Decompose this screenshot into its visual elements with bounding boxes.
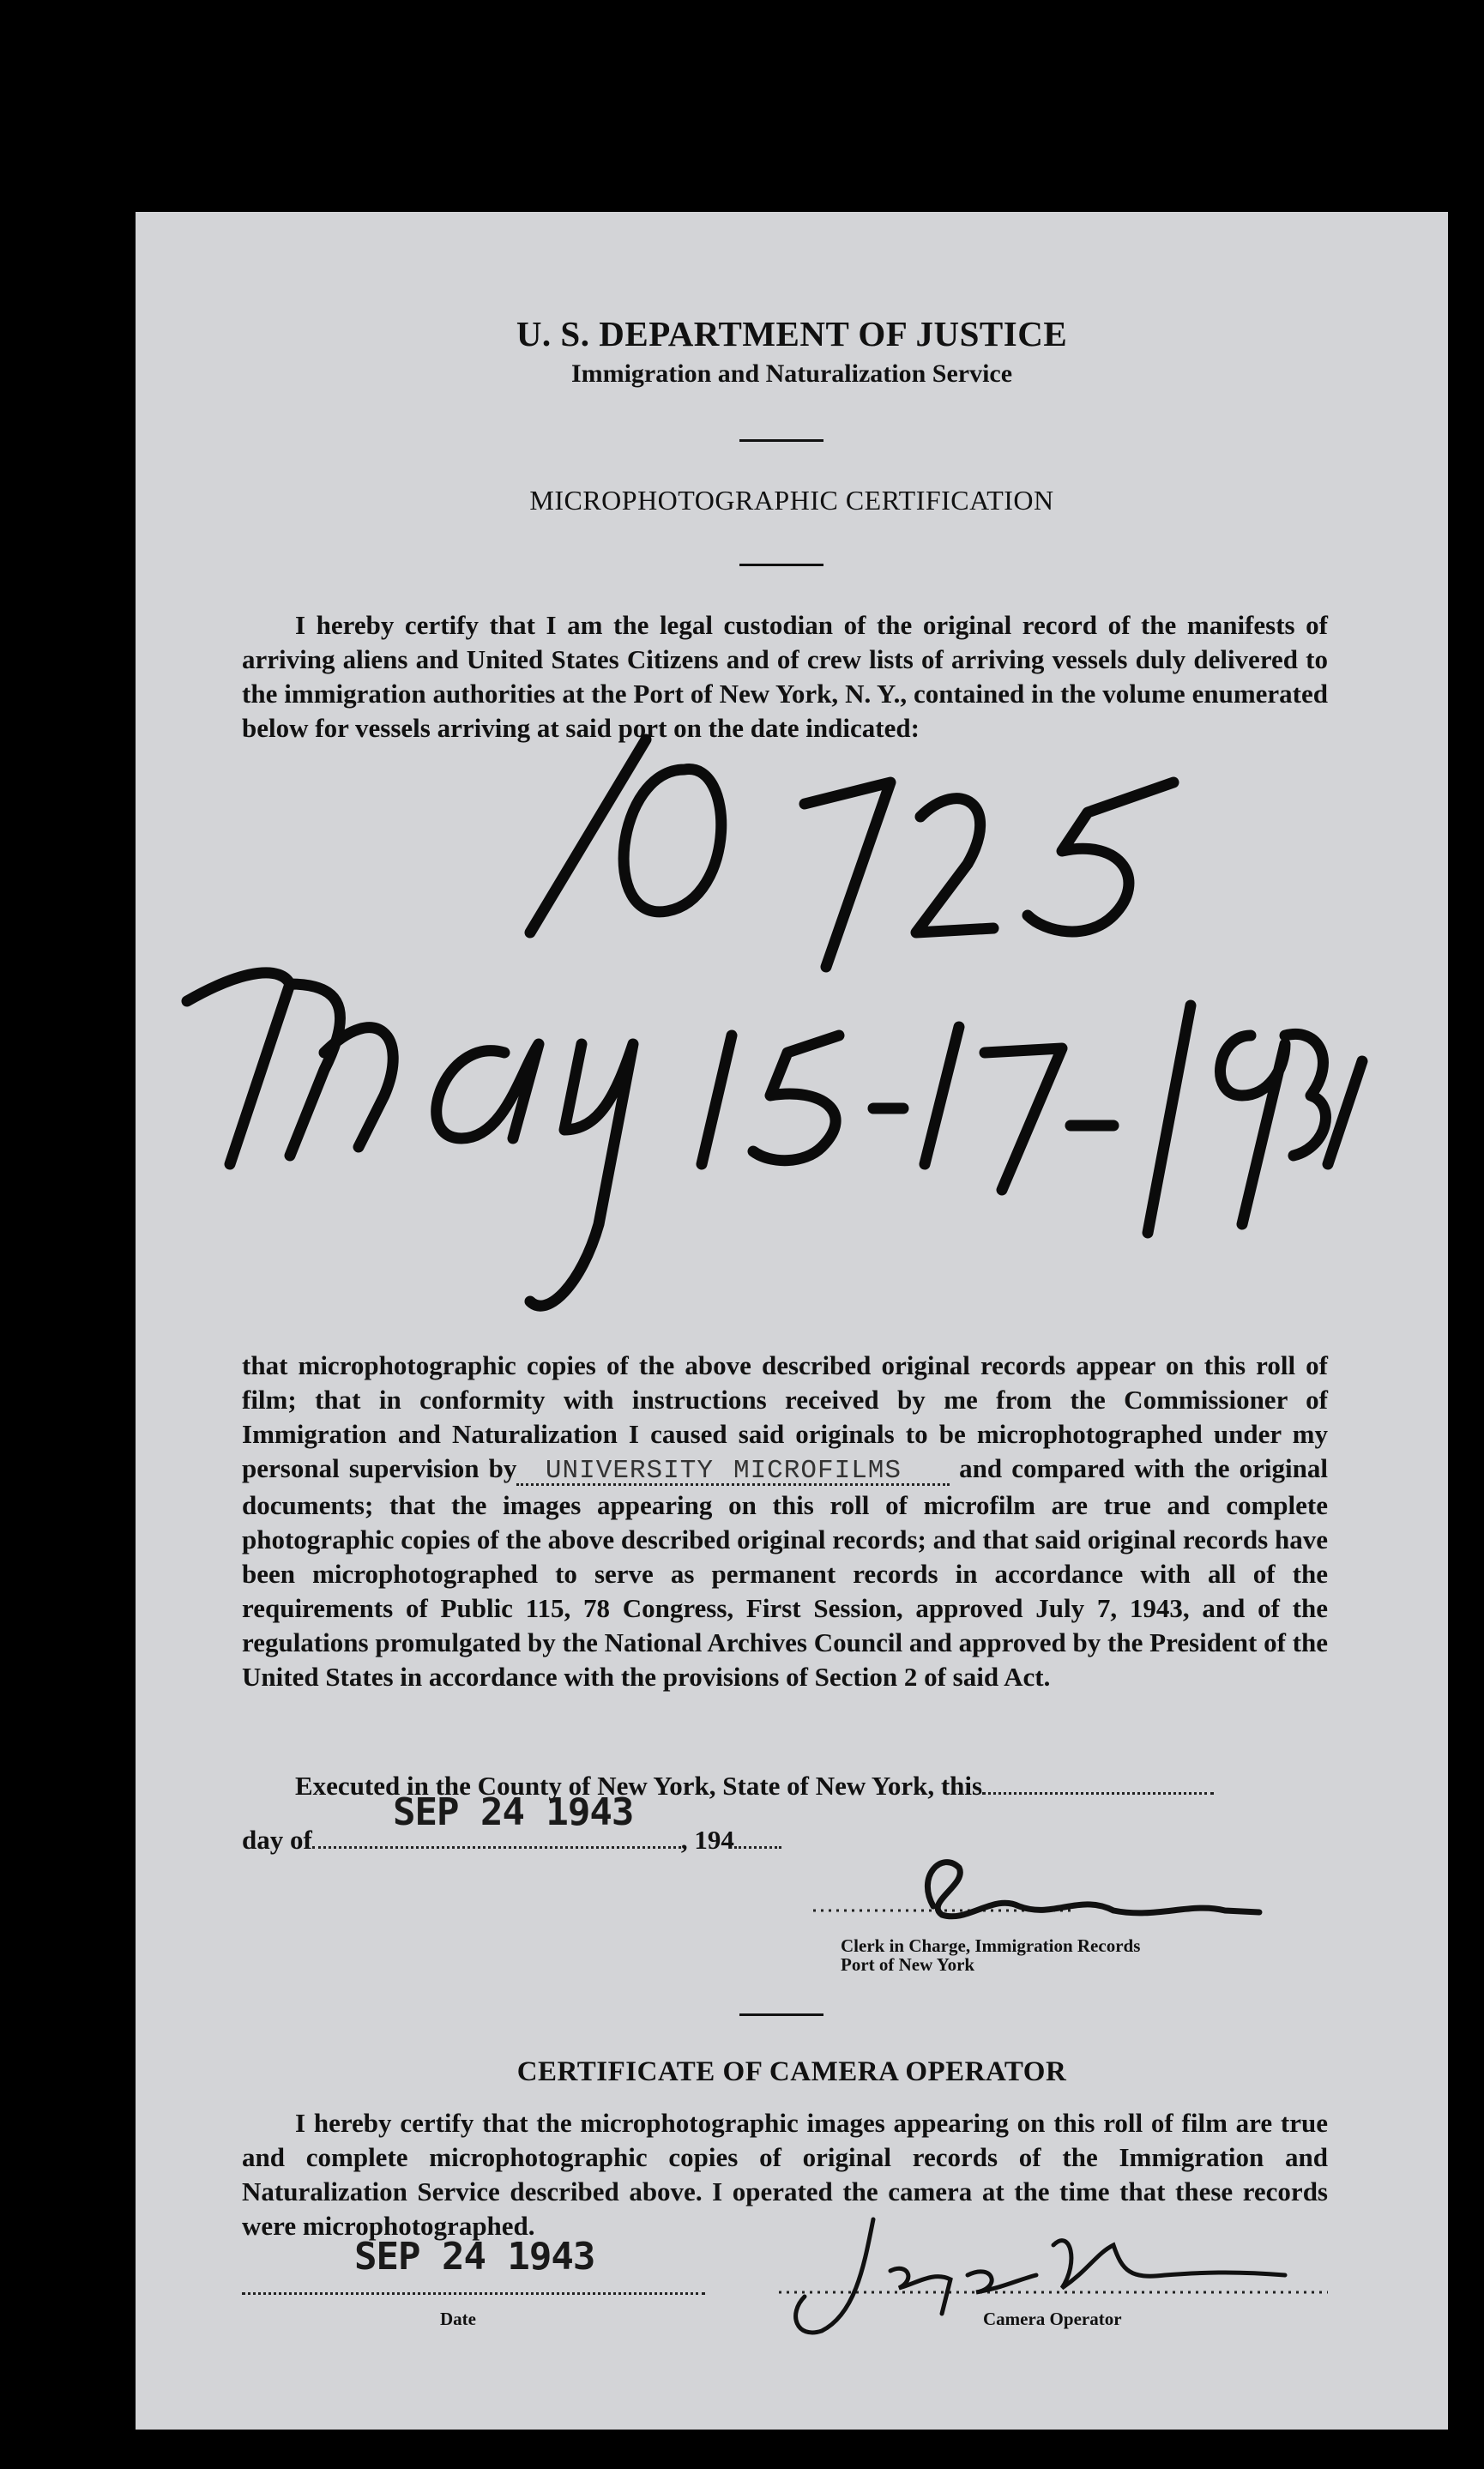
handwritten-digit-stroke [925, 1027, 959, 1164]
handwritten-digit-stroke [702, 1035, 732, 1164]
handwritten-digit-stroke [1221, 1035, 1285, 1224]
year-prefix: , 194 [680, 1825, 734, 1855]
operator-text: I hereby certify that the microphotographic images appearing on this roll of film are true and complete microphotographic copies of original records of the Immigration and Naturalization Service described above. I operated the camera at the time that these records were microphotographed. [242, 2108, 1328, 2241]
date-label: Date [440, 2309, 476, 2329]
camera-operator-label: Camera Operator [983, 2309, 1122, 2329]
body-text-part1: that microphotographic copies of the above described original records appear on this roll of film; that in conformity with instructions received by me from the Commissioner of Immigration and Naturalization I caused said originals to be microphotographed under my personal supervision by [242, 1350, 1328, 1483]
handwritten-digit-stroke [624, 770, 721, 912]
handwritten-digit-stroke [1028, 782, 1173, 932]
handwriting-overlay [136, 212, 1448, 1413]
handwritten-digit-stroke [916, 799, 993, 933]
body-text-part2: and compared with the original documents; that the images appearing on this roll of microfilm are true and complete photographic copies of the above described original records; and that said original records have been microphotographed to serve as permanent records in accordance with all of the requirements of Public 115, 78 Congress, First Session, approved July 7, 1943, and of the regulations promulgated by the National Archives Council and approved by the President of the United States in accordance with the provisions of Section 2 of said Act. [242, 1453, 1329, 1692]
handwritten-digit-stroke [805, 782, 890, 967]
handwritten-digit-stroke [1328, 1061, 1362, 1164]
execution-date-stamp: SEP 24 1943 [393, 1790, 634, 1834]
certificate-page [136, 212, 1448, 2430]
handwritten-digit-stroke [1148, 1005, 1191, 1233]
operator-heading: CERTIFICATE OF CAMERA OPERATOR [516, 2056, 1067, 2087]
handwritten-digit-stroke [753, 1035, 839, 1161]
service-subheading: Immigration and Naturalization Service [570, 359, 1013, 388]
supervisor-value: UNIVERSITY MICROFILMS [545, 1456, 902, 1486]
department-heading: U. S. DEPARTMENT OF JUSTICE [516, 314, 1068, 353]
certification-title: MICROPHOTOGRAPHIC CERTIFICATION [529, 485, 1054, 516]
date-line [242, 2292, 705, 2295]
clerk-signature [796, 1842, 1482, 1945]
supervisor-field [516, 1453, 950, 1486]
day-of-label: day of [242, 1825, 312, 1855]
handwritten-digit-stroke [985, 1048, 1062, 1190]
clerk-title: Clerk in Charge, Immigration Records [841, 1935, 1141, 1956]
operator-date-stamp: SEP 24 1943 [354, 2235, 595, 2279]
handwritten-letter-stroke [530, 1044, 633, 1306]
divider [739, 2013, 823, 2016]
clerk-location: Port of New York [841, 1954, 975, 1975]
operator-signature [770, 2194, 1371, 2357]
handwritten-letter-stroke [187, 973, 393, 1164]
handwritten-letter-stroke [437, 1044, 539, 1138]
handwritten-digit-stroke [1285, 1034, 1325, 1156]
execution-line: Executed in the County of New York, State of New York, this [295, 1771, 983, 1801]
body-paragraph [242, 1349, 1328, 1694]
intro-text: I hereby certify that I am the legal custodian of the original record of the manifests of arriving aliens and United States Citizens and of crew lists of arriving vessels duly delivered to the immigration authorities at the Port of New York, N. Y., contained in the volume enumerated below for vessels arriving at said port on the date indicated: [242, 610, 1328, 743]
